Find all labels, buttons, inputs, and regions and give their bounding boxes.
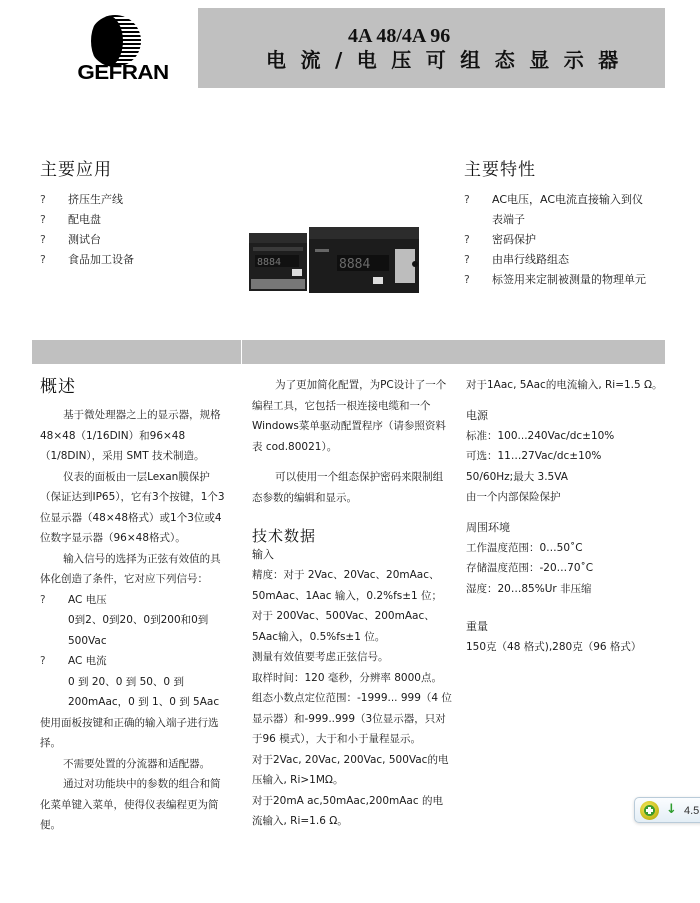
section-divider-right (242, 340, 665, 364)
config-paragraph: 为了更加简化配置，为PC设计了一个编程工具，它包括一根连接电缆和一个 Windows菜单驱动配置程序（请参照资料表 cod.80021）。 (252, 379, 447, 453)
input-heading: 输入 (252, 548, 274, 561)
spec-line: 存储温度范围：-20…70˚C (466, 562, 594, 574)
overview-column (40, 405, 227, 836)
overview-paragraph: 通过对功能块中的参数的组合和简化菜单键入菜单，使得仪表编程更为简便。 (40, 778, 221, 831)
applications-heading: 主要应用 (40, 160, 112, 180)
globe-logo-icon (87, 14, 143, 68)
environment-heading: 周围环境 (466, 520, 510, 534)
bullet-icon: ? (40, 593, 46, 606)
specs-column (466, 375, 666, 658)
list-item: ? 测试台 (40, 230, 220, 250)
bullet-icon: ? (464, 193, 470, 206)
spec-line: 对于 200Vac、500Vac、200mAac、5Aac输入，0.5%fs±1 位。 (252, 610, 435, 643)
spec-line: 组态小数点定位范围：-1999... 999（4 位显示器）和-999..999（3位显示器，只对于96 模式），大于和小于量程显示。 (252, 692, 452, 745)
spec-line: 对于1Aac, 5Aac的电流输入, Ri=1.5 Ω。 (466, 379, 663, 391)
bullet-icon: ? (464, 273, 470, 286)
list-item: ? 密码保护 (464, 230, 684, 250)
config-paragraph: 可以使用一个组态保护密码来限制组态参数的编辑和显示。 (252, 471, 444, 504)
ac-current-item: ? AC 电流 (40, 651, 227, 672)
spec-line: 湿度：20…85%Ur 非压缩 (466, 582, 592, 595)
download-widget[interactable] (634, 797, 700, 823)
bullet-icon: ? (40, 193, 46, 206)
spec-line: 工作温度范围：0…50˚C (466, 541, 583, 554)
overview-heading: 概述 (40, 377, 76, 397)
gefran-logo (48, 14, 182, 84)
spec-line: 测量有效值要考虑正弦信号。 (252, 651, 389, 663)
widget-value: 4.5 (684, 805, 700, 817)
model-number: 4A 48/4A 96 (348, 25, 451, 47)
ac-voltage-ranges: 0到2、0到20、0到200和0到 500Vac (68, 614, 209, 647)
power-heading: 电源 (466, 408, 488, 422)
list-item: ? 由串行线路组态 (464, 250, 684, 270)
spec-line: 150克（48 格式),280克（96 格式） (466, 641, 642, 653)
list-item: ? 挤压生产线 (40, 190, 220, 210)
weight-heading: 重量 (466, 620, 488, 633)
overview-paragraph: 使用面板按键和正确的输入端子进行选择。 (40, 716, 219, 749)
list-item: ? 食品加工设备 (40, 250, 220, 270)
tech-column (252, 545, 452, 832)
bullet-icon: ? (40, 253, 46, 266)
spec-line: 取样时间：120 毫秒，分辨率 8000点。 (252, 671, 442, 684)
applications-list (40, 190, 220, 270)
svg-text:8884: 8884 (339, 257, 371, 272)
spec-line: 可选：11…27Vac/dc±10% (466, 450, 602, 462)
overview-paragraph: 输入信号的选择为正弦有效值的具体化创造了条件，它对应下列信号： (40, 552, 221, 585)
spec-line: 50/60Hz;最大 3.5VA (466, 470, 568, 483)
bullet-icon: ? (464, 233, 470, 246)
overview-paragraph: 不需要处置的分流器和适配器。 (63, 757, 211, 770)
spec-line: 对于20mA ac,50mAac,200mAac 的电流输入, Ri=1.6 Ω。 (252, 794, 443, 827)
bullet-icon: ? (40, 213, 46, 226)
brand-name: GEFRAN (77, 62, 169, 84)
spec-line: 精度：对于 2Vac、20Vac、20mAac、50mAac、1Aac 输入，0.2%fs±1 位； (252, 569, 443, 602)
section-divider-left (32, 340, 241, 364)
ac-current-ranges: 0 到 20、0 到 50、0 到 200mAac，0 到 1、0 到 5Aac (68, 675, 220, 708)
features-list (464, 190, 684, 290)
plus-badge-icon (640, 801, 659, 820)
product-image (245, 225, 420, 295)
bullet-icon: ? (40, 655, 46, 667)
overview-paragraph: 基于微处理器之上的显示器，规格48×48（1/16DIN）和96×48（1/8DIN），采用 SMT 技术制造。 (40, 409, 221, 462)
download-arrow-icon: ↓ (666, 802, 677, 817)
display-readout: 8884 (257, 257, 282, 268)
features-heading: 主要特性 (464, 160, 536, 180)
spec-line: 由一个内部保险保护 (466, 491, 561, 503)
spec-line: 标准：100...240Vac/dc±10% (466, 429, 615, 442)
title-banner (198, 8, 665, 88)
ac-voltage-item: ? AC 电压 (40, 590, 227, 611)
list-item: ? AC电压，AC电流直接输入到仪 表端子 (464, 190, 684, 230)
list-item: ? 标签用来定制被测量的物理单元 (464, 270, 684, 290)
product-title: 电流/电压可组态显示器 (266, 48, 633, 72)
list-item: ? 配电盘 (40, 210, 220, 230)
bullet-icon: ? (464, 253, 470, 266)
tech-heading: 技术数据 (252, 527, 317, 545)
overview-paragraph: 仪表的面板由一层Lexan膜保护（保证达到IP65），它有3个按键，1个3位显示器（48×48格式）或1个3位或4位数字显示器（96×48格式）。 (40, 470, 225, 544)
spec-line: 对于2Vac, 20Vac, 200Vac, 500Vac的电压输入, Ri>1MΩ。 (252, 753, 449, 786)
bullet-icon: ? (40, 233, 46, 246)
config-column (252, 375, 452, 508)
